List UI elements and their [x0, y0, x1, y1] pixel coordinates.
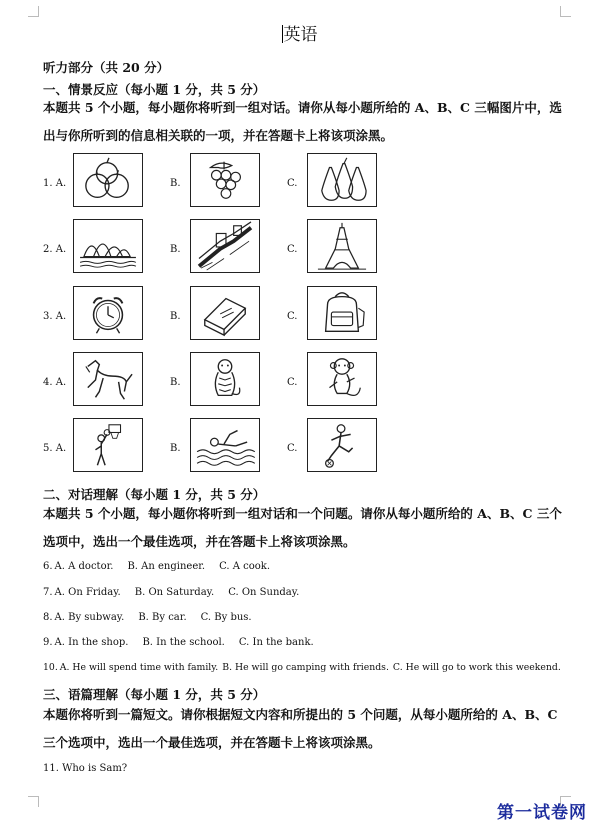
grapes-picture[interactable] — [190, 153, 260, 207]
option-b[interactable]: B. On Saturday. — [134, 587, 215, 598]
question-5-label: 5. A. — [43, 443, 67, 454]
question-2-label: 2. A. — [43, 244, 67, 255]
swimmer-picture[interactable] — [190, 418, 260, 472]
soccer-player-icon — [308, 419, 376, 471]
section-3-instruction: 本题你将听到一篇短文。请你根据短文内容和所提出的 5 个问题，从每小题所给的 A、B、C 三个选项中，选出一个最佳选项，并在答题卡上将该项涂黑。 — [43, 707, 558, 750]
option-c[interactable]: C. By bus. — [200, 612, 252, 623]
question-1-label: 1. A. — [43, 178, 67, 189]
option-b[interactable]: B. In the school. — [142, 637, 225, 648]
eiffel-tower-picture[interactable] — [307, 219, 377, 273]
basketball-player-icon — [74, 419, 142, 471]
option-b-label: B. — [170, 178, 181, 189]
option-b[interactable]: B. He will go camping with friends. — [222, 662, 389, 673]
soccer-player-picture[interactable] — [307, 418, 377, 472]
tiger-icon — [191, 353, 259, 405]
question-3-label: 3. A. — [43, 311, 67, 322]
text-cursor — [282, 25, 283, 43]
listening-header: 听力部分（共 20 分） — [43, 60, 170, 75]
pears-picture[interactable] — [307, 153, 377, 207]
option-c[interactable]: C. A cook. — [219, 561, 271, 572]
question-6: 6. A. A doctor. B. An engineer. C. A cook. — [43, 561, 271, 572]
option-c-label: C. — [287, 311, 298, 322]
section-3-heading: 三、语篇理解（每小题 1 分，共 5 分） — [43, 687, 266, 702]
monkey-picture[interactable] — [307, 352, 377, 406]
monkey-icon — [308, 353, 376, 405]
option-b-label: B. — [170, 443, 181, 454]
option-c[interactable]: C. On Sunday. — [228, 587, 300, 598]
book-icon — [191, 287, 259, 339]
pears-icon — [308, 154, 376, 206]
eiffel-tower-icon — [308, 220, 376, 272]
book-picture[interactable] — [190, 286, 260, 340]
option-c[interactable]: C. In the bank. — [238, 637, 314, 648]
option-a[interactable]: A. A doctor. — [54, 561, 114, 572]
page-title: 英语 — [283, 25, 318, 45]
option-b-label: B. — [170, 311, 181, 322]
question-11: 11. Who is Sam? — [43, 763, 128, 774]
question-10: 10. A. He will spend time with family. B. He will go camping with friends. C. He will go to work this weekend. — [43, 662, 561, 673]
section-1-heading: 一、情景反应（每小题 1 分，共 5 分） — [43, 82, 266, 97]
apples-picture[interactable] — [73, 153, 143, 207]
sydney-opera-house-picture[interactable] — [73, 219, 143, 273]
option-a[interactable]: A. By subway. — [54, 612, 125, 623]
section-2-heading: 二、对话理解（每小题 1 分，共 5 分） — [43, 487, 266, 502]
option-a[interactable]: A. He will spend time with family. — [59, 662, 219, 673]
sydney-opera-house-icon — [74, 220, 142, 272]
watermark-brand: 第一试卷网 — [497, 803, 587, 823]
great-wall-picture[interactable] — [190, 219, 260, 273]
swimmer-icon — [191, 419, 259, 471]
option-c-label: C. — [287, 178, 298, 189]
question-8: 8. A. By subway. B. By car. C. By bus. — [43, 612, 252, 623]
option-b[interactable]: B. By car. — [138, 612, 187, 623]
section-1-instruction: 本题共 5 个小题，每小题你将听到一组对话。请你从每小题所给的 A、B、C 三幅图片中，选 出与你所听到的信息相关联的一项，并在答题卡上将该项涂黑。 — [43, 100, 562, 143]
option-c-label: C. — [287, 377, 298, 388]
great-wall-icon — [191, 220, 259, 272]
alarm-clock-picture[interactable] — [73, 286, 143, 340]
option-a[interactable]: A. On Friday. — [54, 587, 121, 598]
option-c-label: C. — [287, 244, 298, 255]
tiger-picture[interactable] — [190, 352, 260, 406]
horse-picture[interactable] — [73, 352, 143, 406]
grapes-icon — [191, 154, 259, 206]
page-corner-mark — [560, 6, 571, 17]
horse-icon — [74, 353, 142, 405]
schoolbag-icon — [308, 287, 376, 339]
option-b-label: B. — [170, 244, 181, 255]
option-c[interactable]: C. He will go to work this weekend. — [392, 662, 561, 673]
question-7: 7. A. On Friday. B. On Saturday. C. On Sunday. — [43, 587, 300, 598]
schoolbag-picture[interactable] — [307, 286, 377, 340]
page-corner-mark — [28, 6, 39, 17]
alarm-clock-icon — [74, 287, 142, 339]
option-b[interactable]: B. An engineer. — [127, 561, 206, 572]
page-corner-mark — [28, 796, 39, 807]
option-b-label: B. — [170, 377, 181, 388]
option-a[interactable]: A. In the shop. — [54, 637, 129, 648]
option-c-label: C. — [287, 443, 298, 454]
basketball-player-picture[interactable] — [73, 418, 143, 472]
question-4-label: 4. A. — [43, 377, 67, 388]
question-9: 9. A. In the shop. B. In the school. C. In the bank. — [43, 637, 314, 648]
apples-icon — [74, 154, 142, 206]
section-2-instruction: 本题共 5 个小题，每小题你将听到一组对话和一个问题。请你从每小题所给的 A、B、C 三个 选项中，选出一个最佳选项，并在答题卡上将该项涂黑。 — [43, 506, 562, 549]
